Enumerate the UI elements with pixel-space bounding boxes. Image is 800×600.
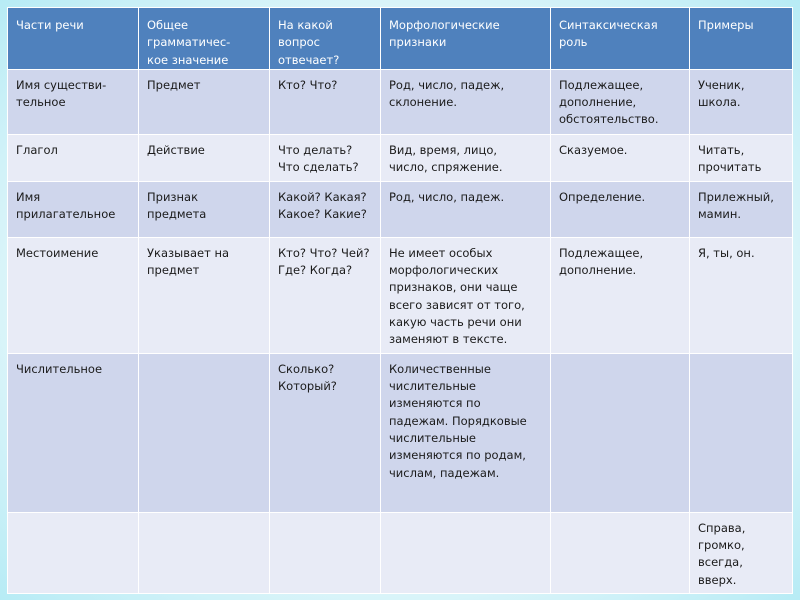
table-cell: Род, число, падеж, склонение. — [381, 69, 551, 134]
header-morphology: Морфологические признаки — [381, 8, 551, 70]
table-cell: Действие — [139, 134, 270, 181]
table-cell: Я, ты, он. — [690, 237, 793, 353]
table-cell — [8, 512, 139, 593]
table-cell: Не имеет особых морфологических признаков, они чаще всего зависят от того, какую часть речи они заменяют в тексте. — [381, 237, 551, 353]
table-row — [8, 69, 793, 134]
table-cell: Сказуемое. — [551, 134, 690, 181]
table-cell: Признак предмета — [139, 181, 270, 237]
header-examples: Примеры — [690, 8, 793, 70]
table-cell: Кто? Что? Чей? Где? Когда? — [270, 237, 381, 353]
table-cell: Кто? Что? — [270, 69, 381, 134]
table-cell: Глагол — [8, 134, 139, 181]
header-part-of-speech: Части речи — [8, 8, 139, 70]
table-cell — [551, 353, 690, 512]
table-row — [8, 181, 793, 237]
header-syntax-role: Синтаксическая роль — [551, 8, 690, 70]
parts-of-speech-table — [7, 7, 793, 594]
table-row — [8, 512, 793, 593]
table-cell — [270, 512, 381, 593]
table-cell — [381, 512, 551, 593]
table-cell — [139, 353, 270, 512]
table-cell: Род, число, падеж. — [381, 181, 551, 237]
table-row — [8, 237, 793, 353]
header-row — [8, 8, 793, 70]
table-cell: Читать, прочитать — [690, 134, 793, 181]
table-cell: Подлежащее, дополнение. — [551, 237, 690, 353]
table-cell: Предмет — [139, 69, 270, 134]
table-cell: Количественные числительные изменяются по падежам. Порядковые числительные изменяются по родам, числам, падежам. — [381, 353, 551, 512]
table-cell: Числительное — [8, 353, 139, 512]
table-cell: Какой? Какая? Какое? Какие? — [270, 181, 381, 237]
table-cell: Определение. — [551, 181, 690, 237]
table-cell: Ученик, школа. — [690, 69, 793, 134]
table-cell: Имя прилагательное — [8, 181, 139, 237]
table-cell: Сколько? Который? — [270, 353, 381, 512]
table-cell: Указывает на предмет — [139, 237, 270, 353]
table-cell — [139, 512, 270, 593]
table-cell: Что делать? Что сделать? — [270, 134, 381, 181]
table-row — [8, 134, 793, 181]
table-cell: Подлежащее, дополнение, обстоятельство. — [551, 69, 690, 134]
table-row — [8, 353, 793, 512]
table-cell — [551, 512, 690, 593]
table-cell: Вид, время, лицо, число, спряжение. — [381, 134, 551, 181]
table-cell: Справа, громко, всегда, вверх. — [690, 512, 793, 593]
header-general-meaning: Общее грамматичес- кое значение — [139, 8, 270, 70]
table-cell: Прилежный, мамин. — [690, 181, 793, 237]
table-cell: Имя существи- тельное — [8, 69, 139, 134]
table-cell: Местоимение — [8, 237, 139, 353]
table-cell — [690, 353, 793, 512]
header-question: На какой вопрос отвечает? — [270, 8, 381, 70]
